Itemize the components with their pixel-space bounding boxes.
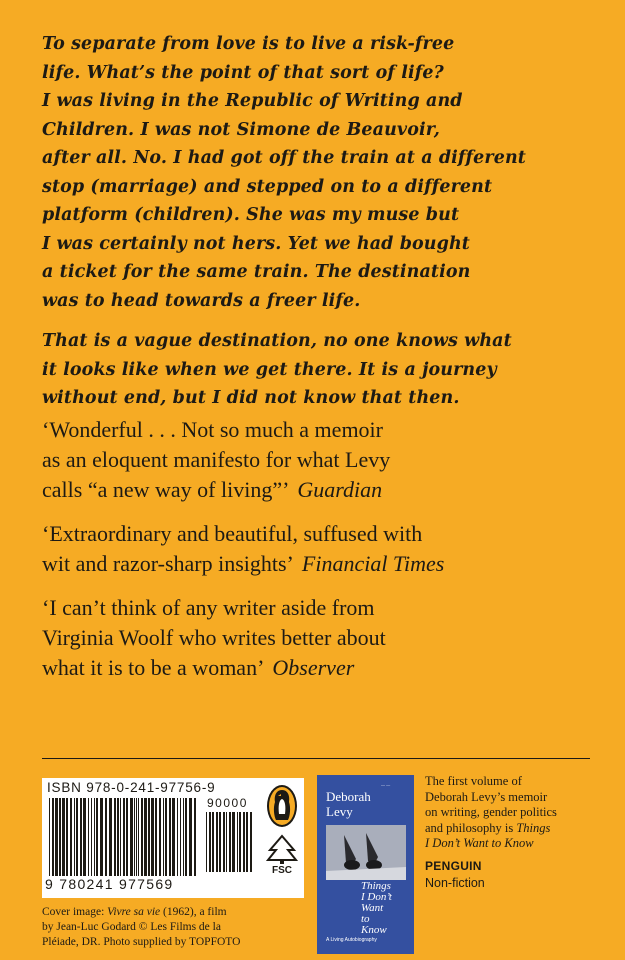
barcode-bar — [105, 798, 107, 876]
barcode-bar — [91, 798, 92, 876]
barcode-bar — [114, 798, 116, 876]
extract-line: That is a vague destination, no one knows what — [42, 331, 512, 351]
barcode-bar — [70, 798, 72, 876]
barcode-bar — [80, 798, 82, 876]
barcode-panel — [42, 778, 304, 898]
barcode-bar — [180, 798, 181, 876]
extract-line: platform (children). She was my muse but — [42, 205, 460, 225]
barcode-bar — [134, 798, 135, 876]
barcode-bar — [148, 798, 150, 876]
cover-author — [326, 789, 410, 819]
barcode-bar — [169, 798, 171, 876]
extract-line: I was certainly not hers. Yet we had bought — [42, 233, 470, 254]
barcode-bar — [100, 798, 103, 876]
extract-line: after all. No. I had got off the train at a different — [42, 148, 526, 168]
series-note-line: The first volume of — [425, 774, 522, 788]
barcode-bar — [237, 812, 238, 872]
barcode-bar — [183, 798, 184, 876]
cover-blurb: — — — [381, 782, 391, 787]
quote-line: ‘Wonderful . . . Not so much a memoir — [42, 417, 383, 442]
quote-source: Financial Times — [301, 551, 445, 576]
barcode-bar — [232, 812, 235, 872]
barcode-bar — [66, 798, 68, 876]
quote-line: ‘I can’t think of any writer aside from — [42, 595, 375, 620]
fsc-tree-icon — [264, 834, 300, 874]
barcode-bar — [165, 798, 167, 876]
cover-title-line: Want — [361, 902, 384, 914]
series-note — [425, 774, 605, 852]
barcode-bar — [144, 798, 147, 876]
barcode-bar — [189, 798, 192, 876]
barcode-bar — [94, 798, 95, 876]
barcode-bar — [74, 798, 75, 876]
extract-line: I was living in the Republic of Writing and — [42, 91, 463, 111]
quote-line-last — [42, 549, 602, 579]
barcode-bar — [49, 798, 50, 876]
penguin-icon — [266, 784, 298, 828]
series-note-line: Deborah Levy’s memoir — [425, 789, 548, 804]
review-quote-financial-times — [42, 519, 602, 579]
barcode-bar — [109, 798, 112, 876]
publisher-imprint: PENGUIN — [425, 859, 482, 873]
barcode-bars — [48, 798, 198, 876]
barcode-bar — [212, 812, 214, 872]
credit-prefix: Cover image: — [42, 906, 105, 918]
quote-text: calls “a new way of living”’ — [42, 477, 290, 502]
series-note-line — [425, 821, 605, 837]
cover-image-credit — [42, 905, 304, 950]
quote-line: Virginia Woolf who writes better about — [42, 625, 386, 650]
extract-paragraph-2 — [42, 327, 602, 413]
barcode-bar — [83, 798, 86, 876]
barcode-bar — [163, 798, 164, 876]
extract-line: stop (marriage) and stepped on to a different — [42, 176, 493, 197]
barcode-bar — [130, 798, 133, 876]
review-quote-observer — [42, 593, 602, 683]
credit-line — [42, 905, 304, 920]
review-quote-guardian — [42, 415, 602, 505]
barcode-bar — [243, 812, 245, 872]
credit-line: Pléiade, DR. Photo supplied by TOPFOTO — [42, 936, 241, 948]
extract-line: it looks like when we get there. It is a journey — [42, 359, 497, 380]
quote-line: ‘Extraordinary and beautiful, suffused with — [42, 521, 423, 546]
barcode-bar — [239, 812, 241, 872]
barcode-bar — [246, 812, 248, 872]
barcode-bar — [223, 812, 225, 872]
barcode-bar — [229, 812, 231, 872]
price-code: 90000 — [207, 796, 248, 810]
barcode-bar — [177, 798, 178, 876]
book-extract — [42, 30, 602, 413]
quote-text: wit and razor-sharp insights’ — [42, 551, 294, 576]
extract-line: To separate from love is to live a risk-free — [42, 34, 455, 54]
quote-line: as an eloquent manifesto for what Levy — [42, 447, 391, 472]
series-note-title: Things — [516, 820, 551, 835]
cover-title-line: to — [361, 913, 370, 925]
related-book-cover — [317, 775, 414, 954]
barcode-bar — [126, 798, 128, 876]
quote-source: Observer — [272, 655, 355, 680]
barcode-bar — [141, 798, 143, 876]
barcode-bar — [226, 812, 227, 872]
barcode-bar — [206, 812, 207, 872]
barcode-bar — [123, 798, 125, 876]
cover-title-line: Things — [361, 880, 391, 892]
barcode-bar — [52, 798, 54, 876]
quote-source: Guardian — [297, 477, 383, 502]
barcode-bar — [216, 812, 218, 872]
barcode-bar — [185, 798, 187, 876]
barcode-bar — [76, 798, 78, 876]
cover-photo — [326, 825, 406, 880]
review-quotes — [42, 415, 602, 697]
barcode-bar — [209, 812, 211, 872]
barcode-number: 9 780241 977569 — [45, 876, 174, 892]
barcode-bar — [88, 798, 89, 876]
cover-author-line: Levy — [326, 804, 353, 819]
cover-title-line: Know — [361, 924, 387, 936]
credit-film-title: Vivre sa vie — [107, 906, 161, 918]
fsc-label: FSC — [272, 865, 292, 874]
extract-line: life. What’s the point of that sort of life? — [42, 62, 444, 83]
quote-line-last — [42, 653, 602, 683]
barcode-bar — [250, 812, 252, 872]
book-category: Non-fiction — [425, 876, 485, 890]
series-note-line — [425, 836, 605, 852]
cover-title — [361, 881, 413, 936]
extract-line: Children. I was not Simone de Beauvoir, — [42, 119, 440, 140]
divider-rule — [42, 758, 590, 759]
cover-subtitle: A Living Autobiography — [326, 937, 377, 943]
extract-line: without end, but I did not know that then. — [42, 388, 460, 408]
credit-suffix: (1962), a film — [163, 906, 227, 918]
isbn-label: ISBN 978-0-241-97756-9 — [47, 780, 216, 795]
series-note-title: I Don’t Want to Know — [425, 836, 534, 850]
price-barcode-bars — [205, 812, 253, 872]
barcode-bar — [194, 798, 196, 876]
quote-line-last — [42, 475, 602, 505]
barcode-bar — [172, 798, 175, 876]
cover-title-line: I Don’t — [361, 891, 392, 903]
barcode-bar — [219, 812, 221, 872]
series-note-line: on writing, gender politics — [425, 805, 557, 819]
barcode-bar — [155, 798, 157, 876]
cover-author-line: Deborah — [326, 789, 371, 804]
extract-paragraph-1 — [42, 30, 602, 315]
cover-photo-shoes — [326, 825, 406, 880]
barcode-bar — [138, 798, 139, 876]
extract-line: a ticket for the same train. The destination — [42, 262, 471, 282]
credit-line: by Jean-Luc Godard © Les Films de la — [42, 921, 221, 933]
barcode-bar — [120, 798, 121, 876]
barcode-bar — [159, 798, 161, 876]
barcode-bar — [136, 798, 137, 876]
series-note-text: and philosophy is — [425, 820, 514, 835]
barcode-bar — [59, 798, 61, 876]
barcode-bar — [55, 798, 58, 876]
barcode-bar — [117, 798, 119, 876]
barcode-bar — [151, 798, 154, 876]
extract-line: was to head towards a freer life. — [42, 290, 361, 311]
barcode-bar — [62, 798, 65, 876]
barcode-bar — [96, 798, 98, 876]
quote-text: what it is to be a woman’ — [42, 655, 265, 680]
